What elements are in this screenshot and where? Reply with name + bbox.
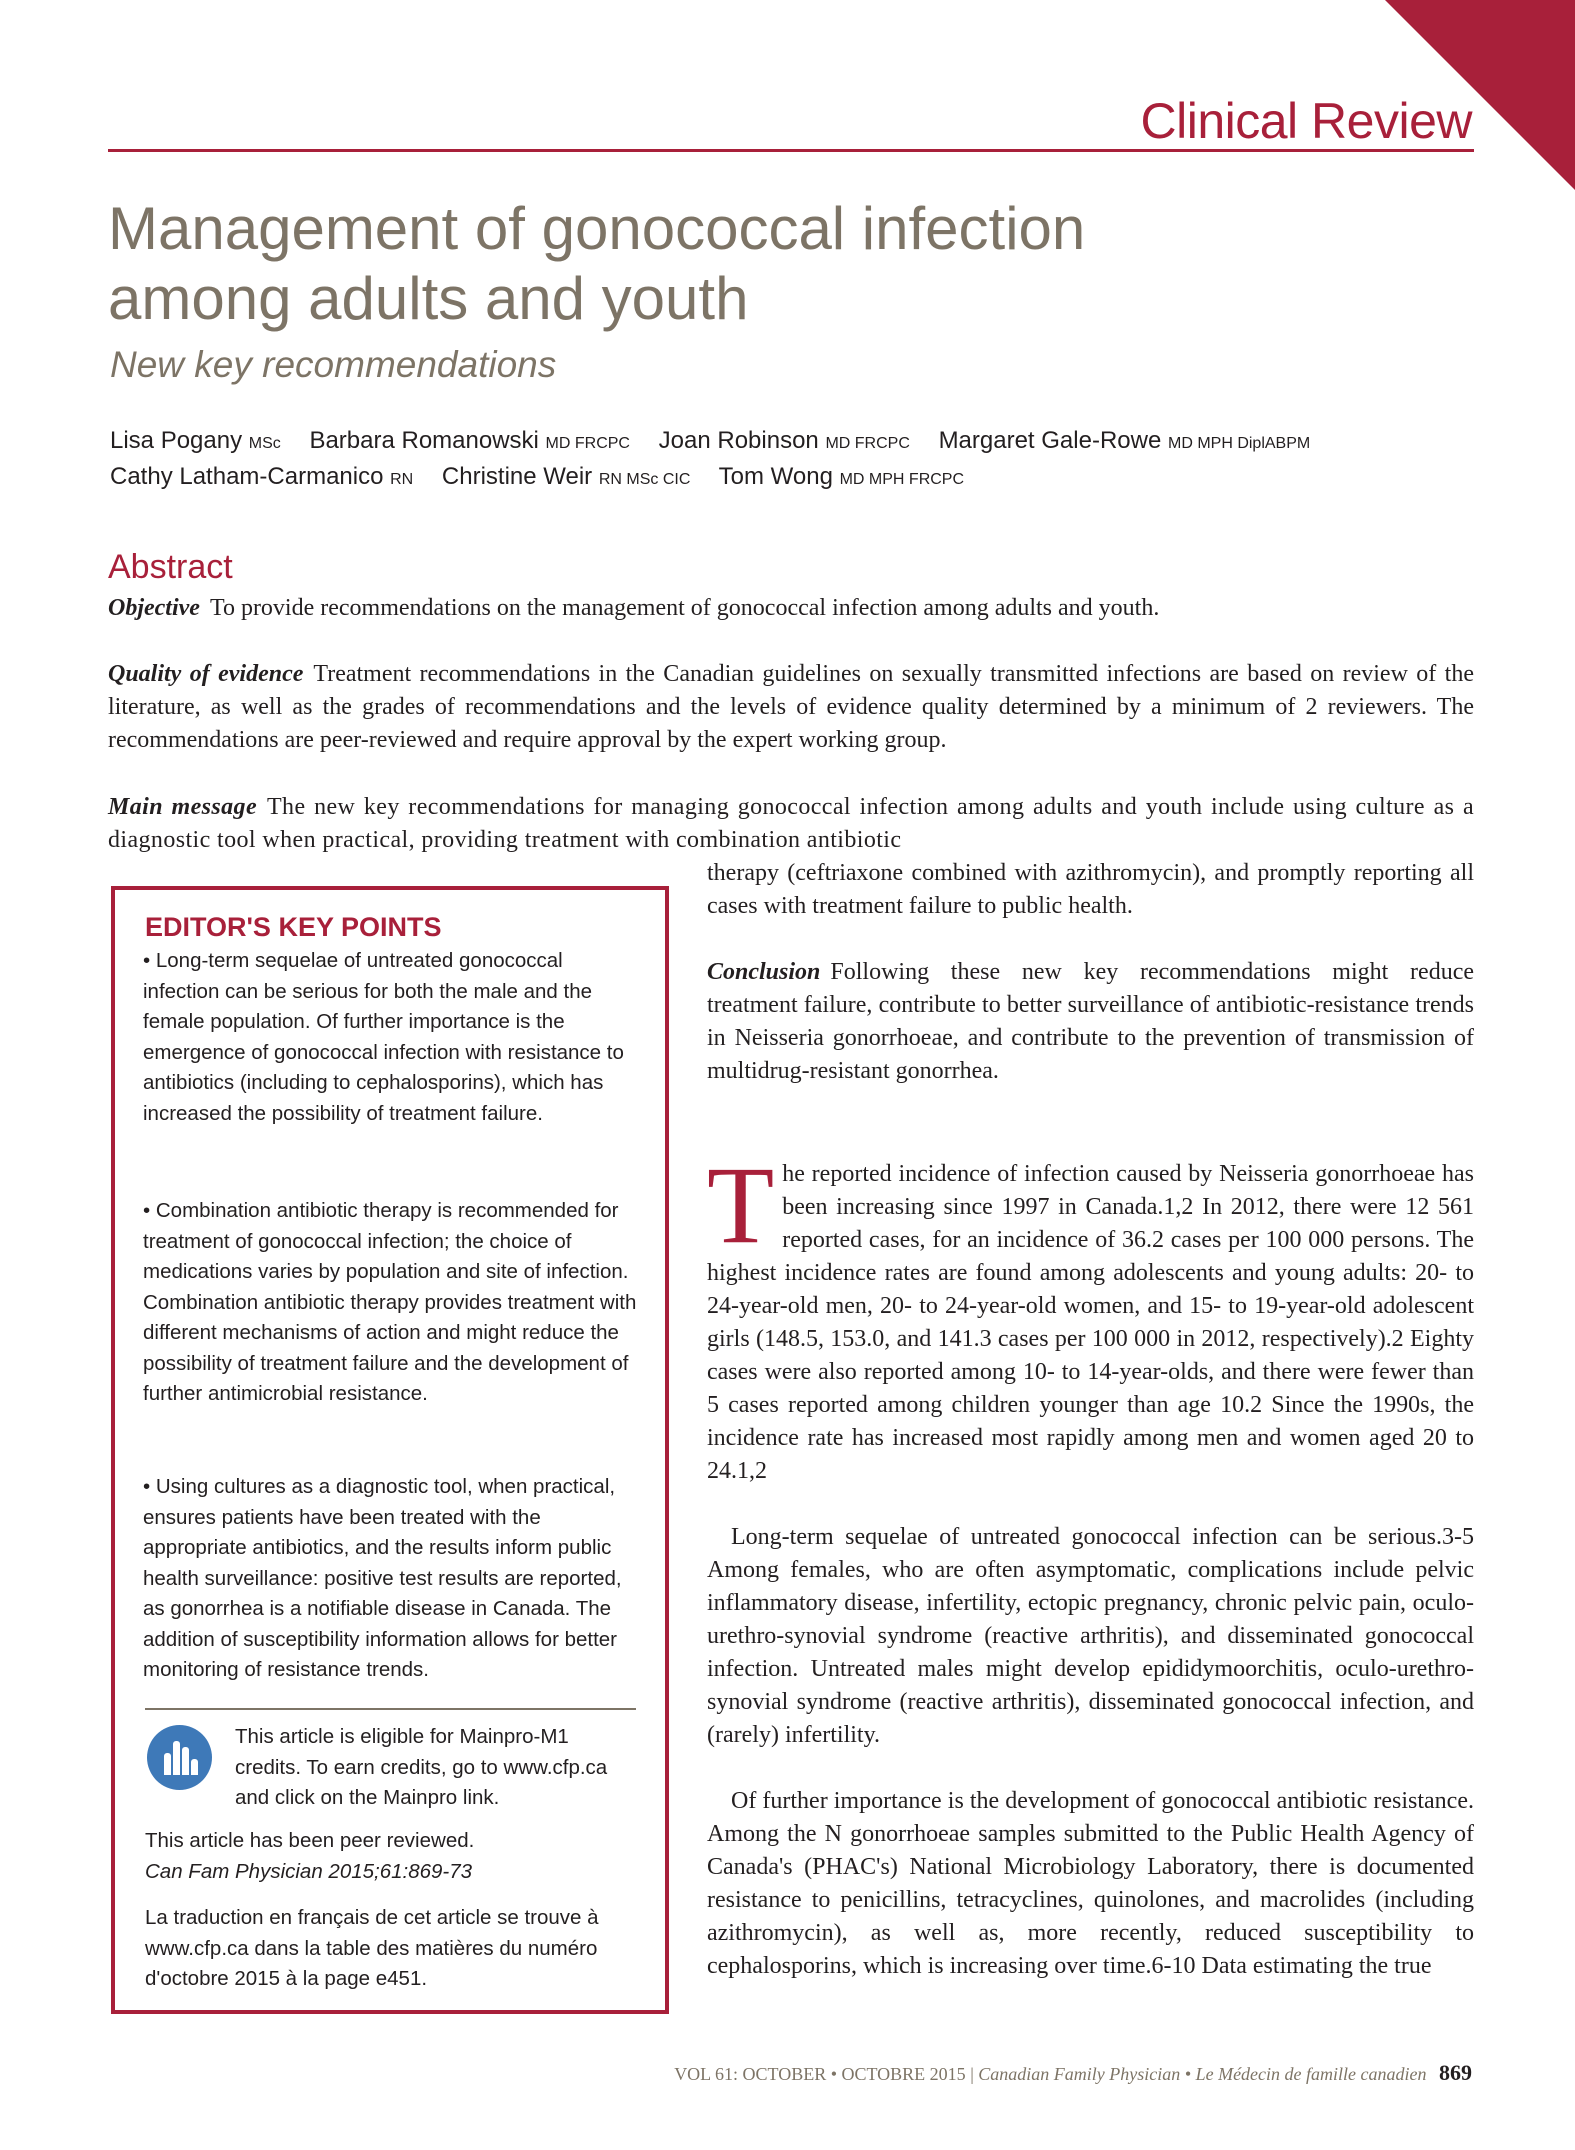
conclusion-label: Conclusion (707, 959, 821, 985)
body-paragraph: Long-term sequelae of untreated gonococcal infection can be serious.3-5 Among females, who are often asymptomatic, complications include pelvic inflammatory disease, infertility, ectopic pregnancy, chronic pelvic pain, oculo-urethro-synovial syndrome (reactive arthritis), and disseminated gonococcal infection. Untreated males might develop epididymoorchitis, oculo-urethro-synovial syndrome (reactive arthritis), disseminated gonococcal infection, and (rarely) infertility. (707, 1524, 1474, 1748)
author-list (110, 424, 1480, 496)
footer-journal: Canadian Family Physician • Le Médecin de famille canadien (978, 2064, 1427, 2084)
author-name: Tom Wong (718, 463, 833, 490)
author-name: Cathy Latham-Carmanico (110, 463, 384, 490)
translation-note: La traduction en français de cet article se trouve à www.cfp.ca dans la table des matières du numéro d'octobre 2015 à la page e451. (145, 1906, 599, 1990)
key-point: • Using cultures as a diagnostic tool, when practical, ensures patients have been treated with the appropriate antibiotics, and the results inform public health surveillance: positive test results are reported, as gonorrhea is a notifiable disease in Canada. The addition of susceptibility information allows for better monitoring of resistance trends. (143, 1475, 622, 1681)
bar-chart-icon (147, 1725, 212, 1790)
author-name: Lisa Pogany (110, 427, 243, 454)
key-points-title: EDITOR'S KEY POINTS (145, 912, 442, 942)
abstract-conclusion (707, 956, 1474, 1088)
body-paragraph: Of further importance is the development of gonococcal antibiotic resistance. Among the N gonorrhoeae samples submitted to the Public Health Agency of Canada's (PHAC's) National Microbiology Laboratory, there is documented resistance to penicillins, tetracyclines, quinolones, and macrolides (including azithromycin), as well as, more recently, reduced susceptibility to cephalosporins, which is increasing over time.6-10 Data estimating the true (707, 1788, 1474, 1979)
key-point: • Combination antibiotic therapy is recommended for treatment of gonococcal infection; the choice of medications varies by population and site of infection. Combination antibiotic therapy provides treatment with different mechanisms of action and might reduce the possibility of treatment failure and the development of further antimicrobial resistance. (143, 1199, 637, 1405)
objective-text: To provide recommendations on the management of gonococcal infection among adults and youth. (209, 595, 1160, 621)
section-label: Clinical Review (1140, 93, 1472, 149)
page-number: 869 (1439, 2060, 1472, 2085)
abstract-main-message (108, 791, 1474, 857)
author-name: Joan Robinson (658, 427, 819, 454)
objective-label: Objective (108, 595, 200, 621)
author (110, 463, 413, 490)
page-footer: VOL 61: OCTOBER • OCTOBRE 2015 | Canadian Family Physician • Le Médecin de famille canadien 869 (674, 2060, 1472, 2085)
author-credentials: MSc (248, 435, 281, 452)
citation: Can Fam Physician 2015;61:869-73 (145, 1860, 473, 1883)
author (110, 427, 281, 454)
abstract-heading: Abstract (108, 548, 233, 586)
author (309, 427, 630, 454)
author-name: Christine Weir (441, 463, 593, 490)
article-subtitle: New key recommendations (110, 344, 557, 385)
peer-review-note: This article has been peer reviewed. (145, 1829, 475, 1852)
author (939, 427, 1311, 454)
author-credentials: MD FRCPC (545, 435, 630, 452)
author-credentials: RN (390, 471, 414, 488)
author (659, 427, 910, 454)
body-paragraph (707, 1144, 1474, 1488)
mainpro-note: This article is eligible for Mainpro-M1 credits. To earn credits, go to www.cfp.ca and click on the Mainpro link. (235, 1725, 608, 1809)
header-rule (108, 149, 1474, 152)
abstract-main-message-cont: therapy (ceftriaxone combined with azithromycin), and promptly reporting all cases with treatment failure to public health. (707, 860, 1474, 919)
main-message-text: The new key recommendations for managing gonococcal infection among adults and youth include using culture as a diagnostic tool when practical, providing treatment with combination antibiotic (108, 794, 1475, 853)
quality-label: Quality of evidence (108, 661, 304, 687)
article-title: Management of gonococcal infection among adults and youth (108, 195, 1086, 332)
box-divider (145, 1708, 636, 1710)
author-credentials: MD MPH FRCPC (839, 471, 965, 488)
footer-volume: VOL 61: OCTOBER • OCTOBRE 2015 (674, 2064, 966, 2084)
author-credentials: MD FRCPC (825, 435, 910, 452)
quality-text: Treatment recommendations in the Canadian guidelines on sexually transmitted infections are based on review of the literature, as well as the grades of recommendations and the levels of evidence quality determined by a minimum of 2 reviewers. The recommendations are peer-reviewed and require approval by the expert working group. (108, 661, 1474, 753)
drop-cap: T (707, 1144, 775, 1266)
abstract-quality (108, 658, 1474, 757)
author-credentials: RN MSc CIC (598, 471, 691, 488)
key-point: • Long-term sequelae of untreated gonococcal infection can be serious for both the male and the female population. Of further importance is the emergence of gonococcal infection with resistance to antibiotics (including to cephalosporins), which has increased the possibility of treatment failure. (143, 949, 624, 1125)
author-name: Barbara Romanowski (309, 427, 539, 454)
author-credentials: MD MPH DiplABPM (1167, 435, 1311, 452)
author (442, 463, 691, 490)
main-message-label: Main message (108, 794, 257, 820)
body-text: he reported incidence of infection caused by Neisseria gonorrhoeae has been increasing since 1997 in Canada.1,2 In 2012, there were 12 561 reported cases, for an incidence of 36.2 cases per 100 000 persons. The highest incidence rates are found among adolescents and young adults: 20- to 24-year-old men, 20- to 24-year-old women, and 15- to 19-year-old adolescent girls (148.5, 153.0, and 141.3 cases per 100 000 in 2012, respectively).2 Eighty cases were also reported among 10- to 14-year-olds, and there were fewer than 5 cases reported among children younger than age 10.2 Since the 1990s, the incidence rate has increased most rapidly among men and women aged 20 to 24.1,2 (707, 1161, 1474, 1484)
author (719, 463, 964, 490)
abstract-objective (108, 592, 1474, 625)
conclusion-text: Following these new key recommendations might reduce treatment failure, contribute to better surveillance of antibiotic-resistance trends in Neisseria gonorrhoeae, and contribute to the prevention of transmission of multidrug-resistant gonorrhea. (707, 959, 1474, 1084)
author-name: Margaret Gale-Rowe (938, 427, 1162, 454)
